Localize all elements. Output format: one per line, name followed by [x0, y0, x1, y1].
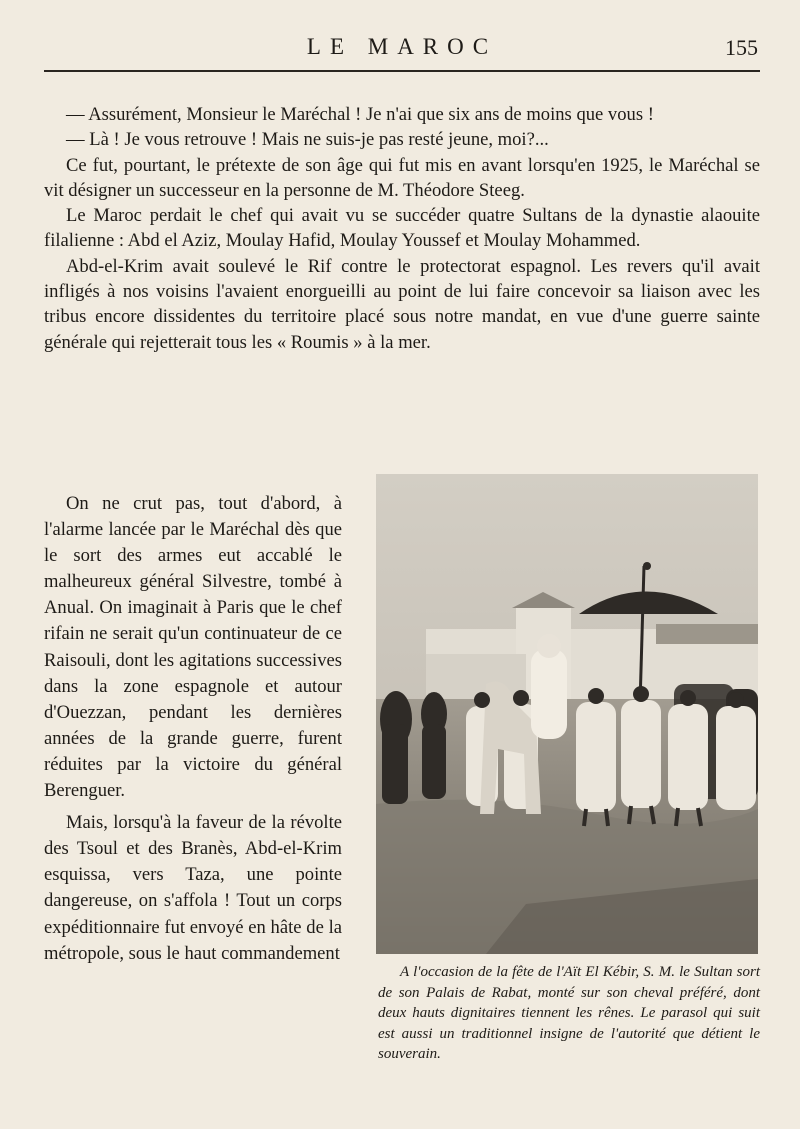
running-title: LE MAROC [306, 34, 498, 59]
paragraph: Mais, lorsqu'à la faveur de la révolte des Tsoul et des Branès, Abd-el-Krim esquissa, vers Taza, une pointe dangereuse, on s'affola ! Tout un corps expéditionnaire fut envoyé en hâte de la métropole, sous le haut commandement [44, 812, 342, 964]
paragraph: — Là ! Je vous retrouve ! Mais ne suis-je pas resté jeune, moi?... [66, 129, 549, 151]
paragraph: On ne crut pas, tout d'abord, à l'alarme lancée par le Maréchal dès que le sort des armes eut accablé le malheureux général Silvestre, tombé à Anual. On imaginait à Paris que le chef rifain ne serait qu'un continuateur de ce Raisouli, dont les agitations successives dans la zone espagnole et autour d'Ouezzan, pendant les dernières années de la grande guerre, furent réduites par la victoire du général Berenguer. [44, 493, 342, 802]
photo-illustration [376, 474, 758, 954]
paragraph: Le Maroc perdait le chef qui avait vu se succéder quatre Sultans de la dynastie alaouite filalienne : Abd el Aziz, Moulay Hafid, Moulay Youssef et Moulay Mohammed. [44, 205, 760, 252]
paragraph: Ce fut, pourtant, le prétexte de son âge qui fut mis en avant lorsqu'en 1925, le Maréchal se vit désigner un successeur en la personne de M. Théodore Steeg. [44, 154, 760, 201]
paragraph: Abd-el-Krim avait soulevé le Rif contre le protectorat espagnol. Les revers qu'il avait infligés à nos voisins l'avaient enorgueilli au point de lui faire concevoir sa liaison avec les tribus encore dissidentes du territoire placé sous notre mandat, en vue d'une guerre sainte générale qui rejetterait tous les « Roumis » à la mer. [44, 255, 760, 353]
sultan-procession-photo [376, 474, 758, 954]
header-rule [44, 70, 760, 72]
photo-caption [378, 962, 760, 1065]
left-column-text [44, 491, 342, 973]
paragraph: — Assurément, Monsieur le Maréchal ! Je n'ai que six ans de moins que vous ! [66, 104, 654, 125]
caption-text: A l'occasion de la fête de l'Aït El Kébir, S. M. le Sultan sort de son Palais de Rabat, monté sur son cheval préféré, dont deux hauts dignitaires tiennent les rênes. Le parasol qui suit est aussi un traditionnel insigne de l'autorité que détient le souverain. [378, 964, 760, 1062]
full-width-text [44, 102, 760, 355]
page-number: 155 [725, 35, 758, 60]
page-header [44, 34, 760, 66]
